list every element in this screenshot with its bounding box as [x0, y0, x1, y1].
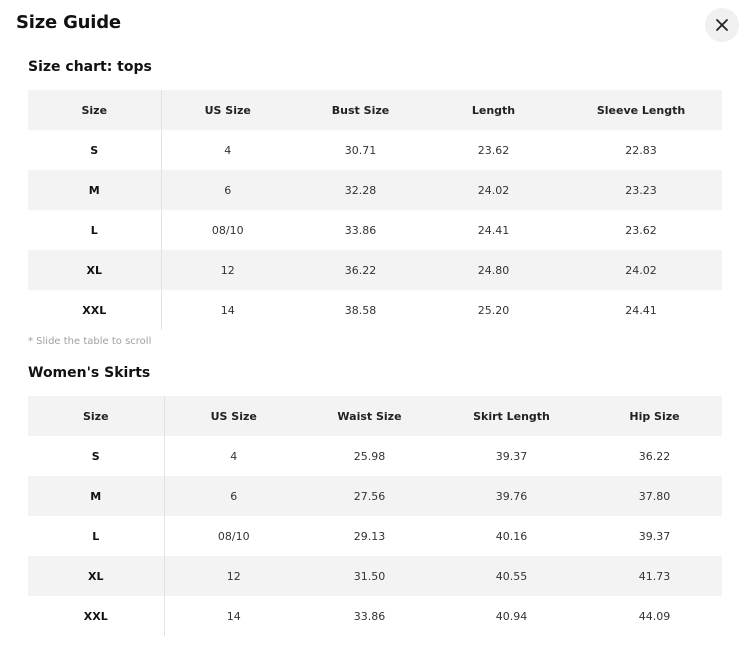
column-header: Length	[471, 103, 516, 117]
table-row	[28, 596, 722, 636]
table-cell: 40.55	[495, 569, 528, 583]
tops-section-title: Size chart: tops	[28, 59, 152, 75]
table-cell: 24.41	[477, 223, 510, 237]
table-cell: 37.80	[638, 489, 671, 503]
table-cell: 25.20	[477, 303, 510, 317]
table-cell: 4	[230, 449, 238, 463]
table-cell: 24.80	[477, 263, 510, 277]
table-cell: 08/10	[217, 529, 250, 543]
table-row	[28, 516, 722, 556]
table-row	[28, 130, 722, 170]
table-row	[28, 250, 722, 290]
table-header-row	[28, 396, 722, 436]
table-cell: 23.23	[625, 183, 657, 197]
column-header: Waist Size	[337, 409, 402, 423]
table-cell: 08/10	[211, 223, 244, 237]
table-cell: 40.16	[495, 529, 528, 543]
table-row	[28, 436, 722, 476]
table-cell: 27.56	[353, 489, 386, 503]
table-row	[28, 210, 722, 250]
table-header-row	[28, 90, 722, 130]
tops-size-table[interactable]	[28, 90, 723, 330]
column-header: Bust Size	[331, 103, 390, 117]
size-cell: M	[28, 170, 161, 210]
skirts-section-title: Women's Skirts	[28, 365, 151, 381]
table-cell: 24.02	[477, 183, 510, 197]
size-cell: L	[28, 516, 164, 556]
table-cell: 40.94	[495, 609, 528, 623]
column-header: Size	[28, 90, 161, 130]
table-cell: 44.09	[638, 609, 671, 623]
column-header: US Size	[210, 409, 257, 423]
skirts-size-table[interactable]	[28, 396, 723, 636]
table-row	[28, 290, 722, 330]
size-cell: S	[28, 130, 161, 170]
table-row	[28, 476, 722, 516]
table-cell: 39.76	[495, 489, 528, 503]
size-cell: S	[28, 436, 164, 476]
table-row	[28, 170, 722, 210]
table-cell: 30.71	[344, 143, 377, 157]
column-header: Hip Size	[629, 409, 680, 423]
modal-title: Size Guide	[16, 12, 121, 33]
table-cell: 12	[226, 569, 241, 583]
size-cell: XL	[28, 250, 161, 290]
table-cell: 24.41	[625, 303, 657, 317]
size-cell: M	[28, 476, 164, 516]
table-cell: 25.98	[353, 449, 386, 463]
table-cell: 39.37	[495, 449, 528, 463]
table-cell: 23.62	[625, 223, 657, 237]
close-button[interactable]	[705, 8, 739, 42]
table-cell: 6	[230, 489, 238, 503]
column-header: Skirt Length	[473, 409, 550, 423]
table-cell: 38.58	[344, 303, 377, 317]
size-cell: XXL	[28, 290, 161, 330]
table-cell: 14	[226, 609, 241, 623]
column-header: Sleeve Length	[596, 103, 686, 117]
table-cell: 39.37	[638, 529, 671, 543]
table-cell: 23.62	[477, 143, 510, 157]
scroll-hint: * Slide the table to scroll	[28, 336, 152, 347]
table-cell: 31.50	[353, 569, 386, 583]
column-header: Size	[28, 396, 164, 436]
table-cell: 36.22	[344, 263, 377, 277]
table-cell: 32.28	[344, 183, 377, 197]
table-cell: 4	[224, 143, 232, 157]
size-cell: L	[28, 210, 161, 250]
table-cell: 29.13	[353, 529, 386, 543]
close-icon	[715, 18, 729, 32]
table-cell: 41.73	[638, 569, 671, 583]
table-cell: 22.83	[625, 143, 657, 157]
table-cell: 12	[220, 263, 235, 277]
table-cell: 6	[224, 183, 232, 197]
table-cell: 36.22	[638, 449, 671, 463]
size-cell: XL	[28, 556, 164, 596]
table-cell: 24.02	[625, 263, 657, 277]
table-cell: 14	[220, 303, 235, 317]
column-header: US Size	[204, 103, 251, 117]
table-cell: 33.86	[353, 609, 386, 623]
table-cell: 33.86	[344, 223, 377, 237]
size-cell: XXL	[28, 596, 164, 636]
table-row	[28, 556, 722, 596]
